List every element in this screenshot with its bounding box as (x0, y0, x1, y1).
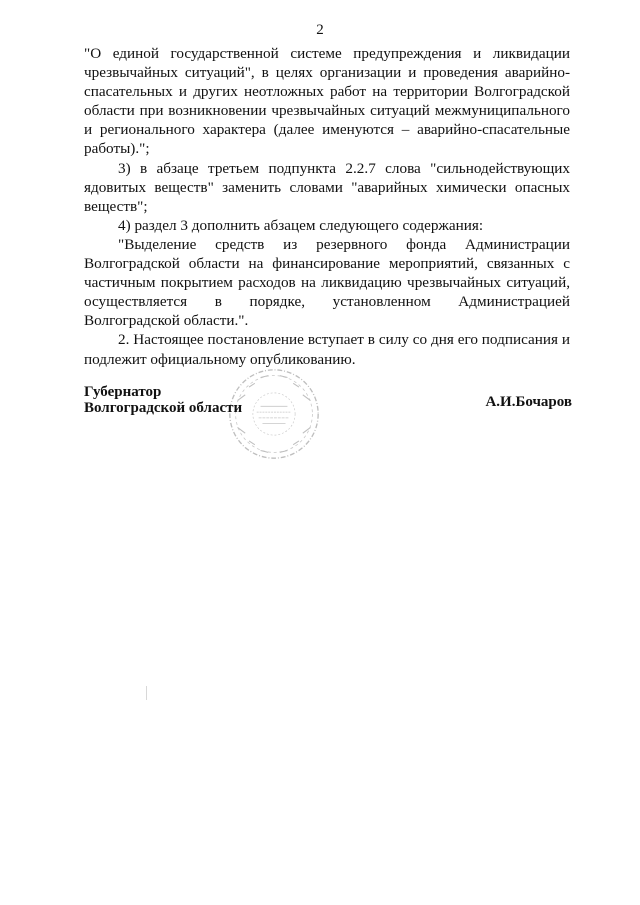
signatory-title-line-2: Волгоградской области (84, 400, 243, 416)
document-body (84, 44, 570, 369)
paragraph-effective-date: 2. Настоящее постановление вступает в силу со дня его подписания и подлежит официальному опубликованию. (84, 331, 570, 368)
page-number: 2 (316, 22, 324, 38)
signature-block (84, 384, 572, 464)
scan-artifact (146, 686, 147, 700)
signatory-title (84, 384, 284, 416)
paragraph-item-3: 3) в абзаце третьем подпункта 2.2.7 слова "сильнодействующих ядовитых веществ" заменить словами "аварийных химически опасных веществ"; (84, 159, 570, 215)
paragraph-item-4: 4) раздел 3 дополнить абзацем следующего содержания: (118, 216, 484, 234)
paragraph-quoted-addition: "Выделение средств из резервного фонда Администрации Волгоградской области на финансирование мероприятий, связанных с частичным покрытием расходов на ликвидацию чрезвычайных ситуаций, осуществляется в порядке, установленном Администрацией Волгоградской области.". (84, 235, 570, 330)
signatory-name: А.И.Бочаров (485, 394, 572, 410)
paragraph-continuation: "О единой государственной системе предупреждения и ликвидации чрезвычайных ситуаций", в целях организации и проведения аварийно-спасательных и других неотложных работ на территории Волгоградской области при возникновении чрезвычайных ситуаций межмуниципального и регионального характера (далее именуются – аварийно-спасательные работы)."; (84, 45, 570, 158)
signatory-title-line-1: Губернатор (84, 384, 162, 400)
